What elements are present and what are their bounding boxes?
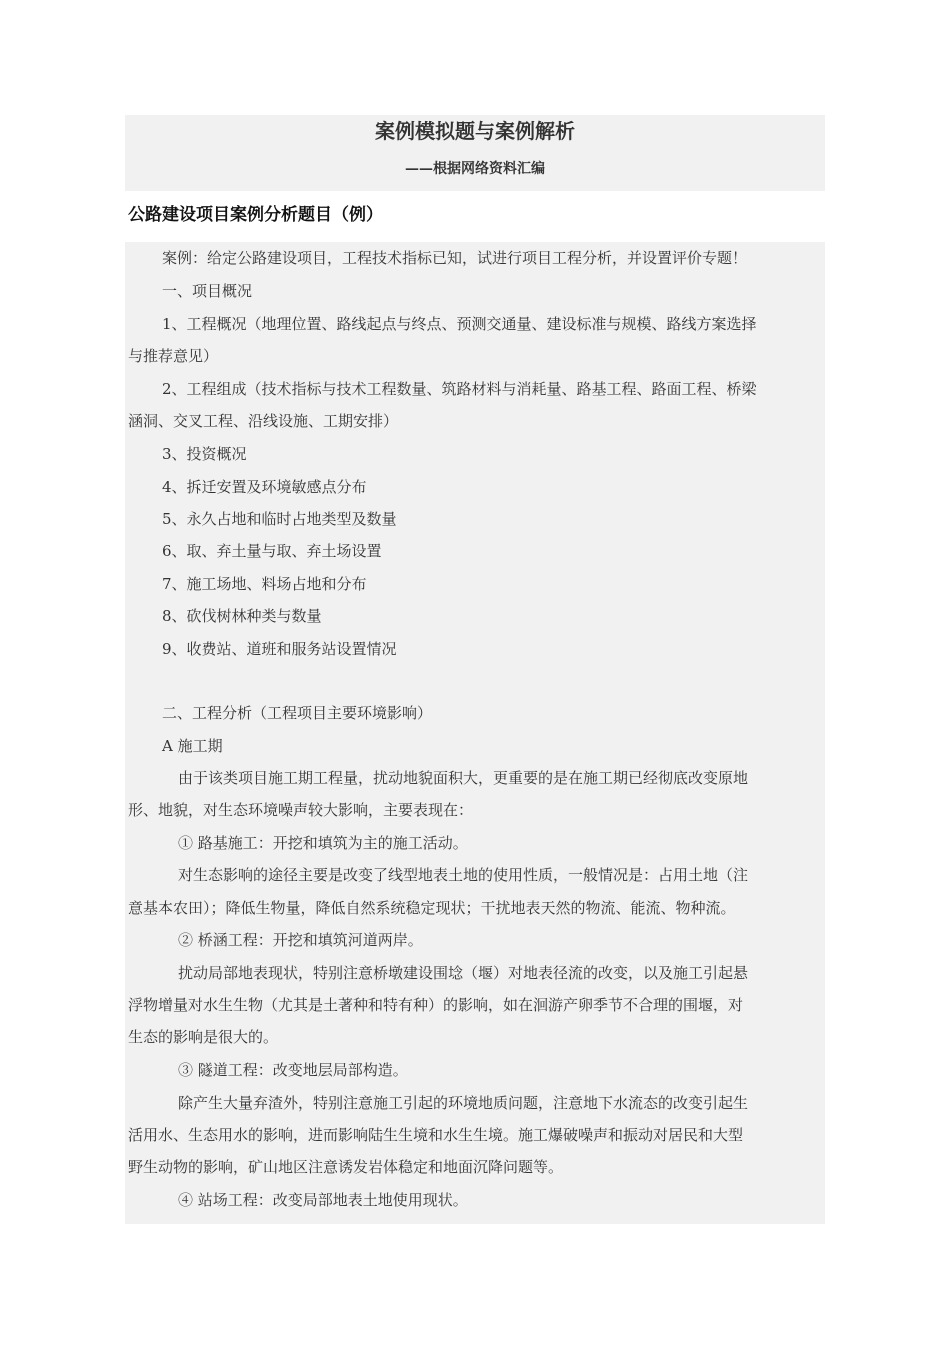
list-item-3: 3、投资概况 xyxy=(162,445,247,463)
paragraph-1-cont: 形、地貌，对生态环境噪声较大影响，主要表现在： xyxy=(128,801,474,819)
heading-project-overview: 一、项目概况 xyxy=(162,282,253,300)
heading-construction-period: A 施工期 xyxy=(162,737,223,755)
paragraph-2: 对生态影响的途径主要是改变了线型地表土地的使用性质，一般情况是：占用土地（注 xyxy=(178,866,749,884)
title-block xyxy=(125,115,825,191)
heading-engineering-analysis: 二、工程分析（工程项目主要环境影响） xyxy=(162,704,433,722)
item-stations: ④ 站场工程：改变局部地表土地使用现状。 xyxy=(178,1191,468,1209)
paragraph-3-cont: 浮物增量对水生生物（尤其是土著种和特有种）的影响，如在洄游产卵季节不合理的围堰，对 xyxy=(128,996,744,1014)
list-item-4: 4、拆迁安置及环境敏感点分布 xyxy=(162,478,367,496)
paragraph-4-end: 野生动物的影响，矿山地区注意诱发岩体稳定和地面沉降问题等。 xyxy=(128,1158,564,1176)
case-intro: 案例：给定公路建设项目，工程技术指标已知，试进行项目工程分析，并设置评价专题！ xyxy=(162,249,748,267)
paragraph-2-cont: 意基本农田）；降低生物量，降低自然系统稳定现状；干扰地表天然的物流、能流、物种流。 xyxy=(128,899,736,917)
paragraph-3: 扰动局部地表现状，特别注意桥墩建设围埝（堰）对地表径流的改变，以及施工引起悬 xyxy=(178,964,749,982)
list-item-7: 7、施工场地、料场占地和分布 xyxy=(162,575,367,593)
list-item-9: 9、收费站、道班和服务站设置情况 xyxy=(162,640,397,658)
list-item-6: 6、取、弃土量与取、弃土场设置 xyxy=(162,542,382,560)
list-item-1: 1、工程概况（地理位置、路线起点与终点、预测交通量、建设标准与规模、路线方案选择 xyxy=(162,315,757,333)
paragraph-1: 由于该类项目施工期工程量，扰动地貌面积大，更重要的是在施工期已经彻底改变原地 xyxy=(178,769,749,787)
paragraph-3-end: 生态的影响是很大的。 xyxy=(128,1028,279,1046)
item-tunnels: ③ 隧道工程：改变地层局部构造。 xyxy=(178,1061,408,1079)
document-subtitle: ——根据网络资料汇编 xyxy=(405,161,545,177)
document-title: 案例模拟题与案例解析 xyxy=(375,119,575,143)
list-item-8: 8、砍伐树林种类与数量 xyxy=(162,607,322,625)
paragraph-4-cont: 活用水、生态用水的影响，进而影响陆生生境和水生生境。施工爆破噪声和振动对居民和大型 xyxy=(128,1126,744,1144)
list-item-5: 5、永久占地和临时占地类型及数量 xyxy=(162,510,397,528)
list-item-2: 2、工程组成（技术指标与技术工程数量、筑路材料与消耗量、路基工程、路面工程、桥梁 xyxy=(162,380,757,398)
list-item-2-cont: 涵洞、交叉工程、沿线设施、工期安排） xyxy=(128,412,399,430)
list-item-1-cont: 与推荐意见） xyxy=(128,347,219,365)
item-roadbed: ① 路基施工：开挖和填筑为主的施工活动。 xyxy=(178,834,468,852)
section-title: 公路建设项目案例分析题目（例） xyxy=(128,205,383,225)
item-bridges: ② 桥涵工程：开挖和填筑河道两岸。 xyxy=(178,931,423,949)
paragraph-4: 除产生大量弃渣外，特别注意施工引起的环境地质问题，注意地下水流态的改变引起生 xyxy=(178,1094,749,1112)
